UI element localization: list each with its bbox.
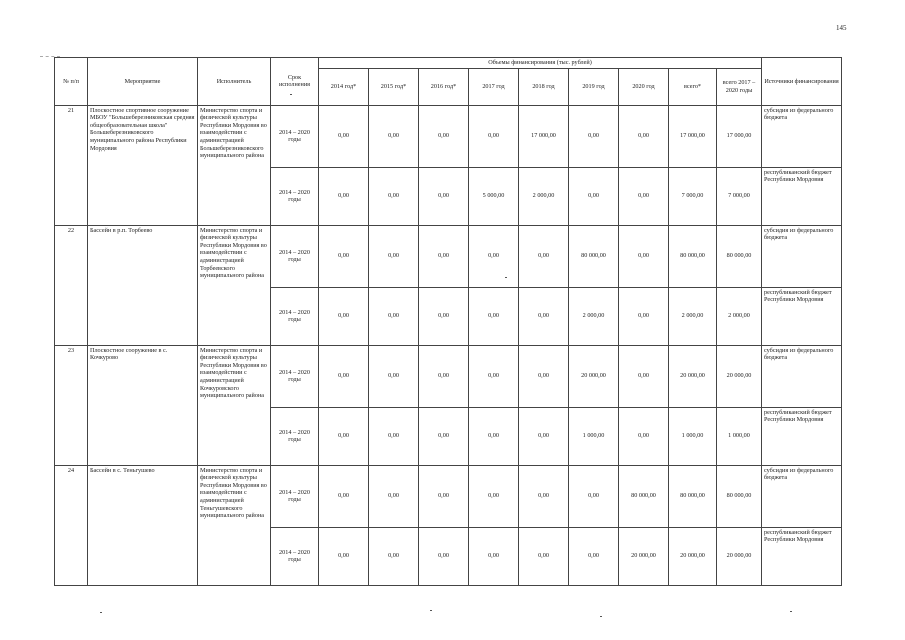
header-year: 2020 год — [619, 68, 669, 105]
source-cell: субсидия из федерального бюджета — [762, 345, 842, 407]
page-number: 145 — [836, 24, 847, 32]
value-cell: 1 000,00 — [669, 407, 717, 465]
event-cell: Бассейн в р.п. Торбеево — [88, 225, 198, 345]
term-cell: 2014 – 2020 годы — [271, 105, 319, 167]
value-cell: 0,00 — [519, 527, 569, 585]
value-cell: 0,00 — [469, 527, 519, 585]
value-cell: 0,00 — [419, 527, 469, 585]
value-cell: 0,00 — [519, 287, 569, 345]
source-cell: субсидия из федерального бюджета — [762, 105, 842, 167]
value-cell: 0,00 — [569, 527, 619, 585]
executor-cell: Министерство спорта и физической культуры Республики Мордовия во взаимодействии с администрацией Кочкуровского муниципального района — [198, 345, 271, 465]
source-cell: республиканский бюджет Республики Мордовия — [762, 407, 842, 465]
value-cell: 0,00 — [319, 345, 369, 407]
table-row — [55, 465, 842, 527]
header-year: 2014 год* — [319, 68, 369, 105]
value-cell: 0,00 — [419, 167, 469, 225]
value-cell: 1 000,00 — [717, 407, 762, 465]
value-cell: 17 000,00 — [669, 105, 717, 167]
row-number: 21 — [55, 105, 88, 225]
value-cell: 0,00 — [419, 465, 469, 527]
source-cell: субсидия из федерального бюджета — [762, 465, 842, 527]
value-cell: 80 000,00 — [619, 465, 669, 527]
value-cell: 0,00 — [419, 225, 469, 287]
value-cell: 0,00 — [319, 105, 369, 167]
term-cell: 2014 – 2020 годы — [271, 407, 319, 465]
row-number: 23 — [55, 345, 88, 465]
source-cell: субсидия из федерального бюджета — [762, 225, 842, 287]
term-cell: 2014 – 2020 годы — [271, 345, 319, 407]
value-cell: 0,00 — [619, 225, 669, 287]
value-cell: 0,00 — [569, 465, 619, 527]
header-year: всего* — [669, 68, 717, 105]
value-cell: 20 000,00 — [619, 527, 669, 585]
row-number: 24 — [55, 465, 88, 585]
header-term: Срок исполнения — [271, 58, 319, 106]
value-cell: 80 000,00 — [669, 465, 717, 527]
value-cell: 0,00 — [369, 105, 419, 167]
executor-cell: Министерство спорта и физической культуры Республики Мордовия во взаимодействии с администрацией Большеберезниковского муниципального района — [198, 105, 271, 225]
event-cell: Бассейн в с. Теньгушево — [88, 465, 198, 585]
value-cell: 0,00 — [619, 105, 669, 167]
value-cell: 0,00 — [419, 105, 469, 167]
header-year: 2015 год* — [369, 68, 419, 105]
executor-cell: Министерство спорта и физической культуры Республики Мордовия во взаимодействии с администрацией Торбеевского муниципального района — [198, 225, 271, 345]
value-cell: 80 000,00 — [569, 225, 619, 287]
value-cell: 0,00 — [369, 225, 419, 287]
value-cell: 0,00 — [619, 345, 669, 407]
value-cell: 0,00 — [369, 345, 419, 407]
header-source: Источники финансирования — [762, 58, 842, 106]
table-row — [55, 105, 842, 167]
value-cell: 7 000,00 — [717, 167, 762, 225]
value-cell: 17 000,00 — [519, 105, 569, 167]
value-cell: 0,00 — [319, 225, 369, 287]
value-cell: 1 000,00 — [569, 407, 619, 465]
value-cell: 0,00 — [319, 465, 369, 527]
value-cell: 0,00 — [569, 167, 619, 225]
value-cell: 20 000,00 — [669, 527, 717, 585]
source-cell: республиканский бюджет Республики Мордовия — [762, 527, 842, 585]
value-cell: 0,00 — [369, 465, 419, 527]
value-cell: 0,00 — [569, 105, 619, 167]
header-year: 2019 год — [569, 68, 619, 105]
financing-table — [54, 57, 842, 586]
value-cell: 0,00 — [319, 167, 369, 225]
value-cell: 20 000,00 — [569, 345, 619, 407]
event-cell: Плоскостное спортивное сооружение МБОУ "Большеберезниковская средняя общеобразовательная школа" Большеберезниковского муниципального района Республики Мордовия — [88, 105, 198, 225]
term-cell: 2014 – 2020 годы — [271, 167, 319, 225]
value-cell: 0,00 — [369, 167, 419, 225]
value-cell: 0,00 — [419, 407, 469, 465]
value-cell: 0,00 — [419, 287, 469, 345]
value-cell: 0,00 — [469, 287, 519, 345]
value-cell: 0,00 — [369, 287, 419, 345]
header-year: всего 2017 – 2020 годы — [717, 68, 762, 105]
term-cell: 2014 – 2020 годы — [271, 527, 319, 585]
value-cell: 0,00 — [519, 407, 569, 465]
value-cell: 0,00 — [369, 407, 419, 465]
header-executor: Исполнитель — [198, 58, 271, 106]
header-year: 2017 год — [469, 68, 519, 105]
value-cell: 0,00 — [319, 287, 369, 345]
value-cell: 0,00 — [469, 225, 519, 287]
term-cell: 2014 – 2020 годы — [271, 287, 319, 345]
value-cell: 0,00 — [369, 527, 419, 585]
value-cell: 80 000,00 — [669, 225, 717, 287]
value-cell: 0,00 — [469, 345, 519, 407]
value-cell: 5 000,00 — [469, 167, 519, 225]
value-cell: 2 000,00 — [717, 287, 762, 345]
source-cell: республиканский бюджет Республики Мордовия — [762, 167, 842, 225]
value-cell: 0,00 — [619, 287, 669, 345]
value-cell: 2 000,00 — [569, 287, 619, 345]
table-row — [55, 225, 842, 287]
value-cell: 0,00 — [319, 527, 369, 585]
table-row — [55, 345, 842, 407]
value-cell: 0,00 — [619, 407, 669, 465]
value-cell: 80 000,00 — [717, 465, 762, 527]
value-cell: 80 000,00 — [717, 225, 762, 287]
header-volumes: Объемы финансирования (тыс. рублей) — [319, 58, 762, 69]
header-event: Мероприятие — [88, 58, 198, 106]
source-cell: республиканский бюджет Республики Мордовия — [762, 287, 842, 345]
executor-cell: Министерство спорта и физической культуры Республики Мордовия во взаимодействии с администрацией Теньгушевского муниципального района — [198, 465, 271, 585]
header-num: № п/п — [55, 58, 88, 106]
value-cell: 20 000,00 — [717, 345, 762, 407]
term-cell: 2014 – 2020 годы — [271, 225, 319, 287]
value-cell: 7 000,00 — [669, 167, 717, 225]
value-cell: 0,00 — [519, 225, 569, 287]
value-cell: 17 000,00 — [717, 105, 762, 167]
value-cell: 0,00 — [419, 345, 469, 407]
row-number: 22 — [55, 225, 88, 345]
value-cell: 0,00 — [469, 105, 519, 167]
value-cell: 2 000,00 — [519, 167, 569, 225]
header-year: 2018 год — [519, 68, 569, 105]
header-year: 2016 год* — [419, 68, 469, 105]
value-cell: 2 000,00 — [669, 287, 717, 345]
value-cell: 0,00 — [619, 167, 669, 225]
value-cell: 0,00 — [519, 465, 569, 527]
term-cell: 2014 – 2020 годы — [271, 465, 319, 527]
value-cell: 0,00 — [519, 345, 569, 407]
event-cell: Плоскостное сооружение в с. Кочкурово — [88, 345, 198, 465]
value-cell: 0,00 — [469, 465, 519, 527]
value-cell: 0,00 — [469, 407, 519, 465]
value-cell: 20 000,00 — [717, 527, 762, 585]
value-cell: 0,00 — [319, 407, 369, 465]
value-cell: 20 000,00 — [669, 345, 717, 407]
